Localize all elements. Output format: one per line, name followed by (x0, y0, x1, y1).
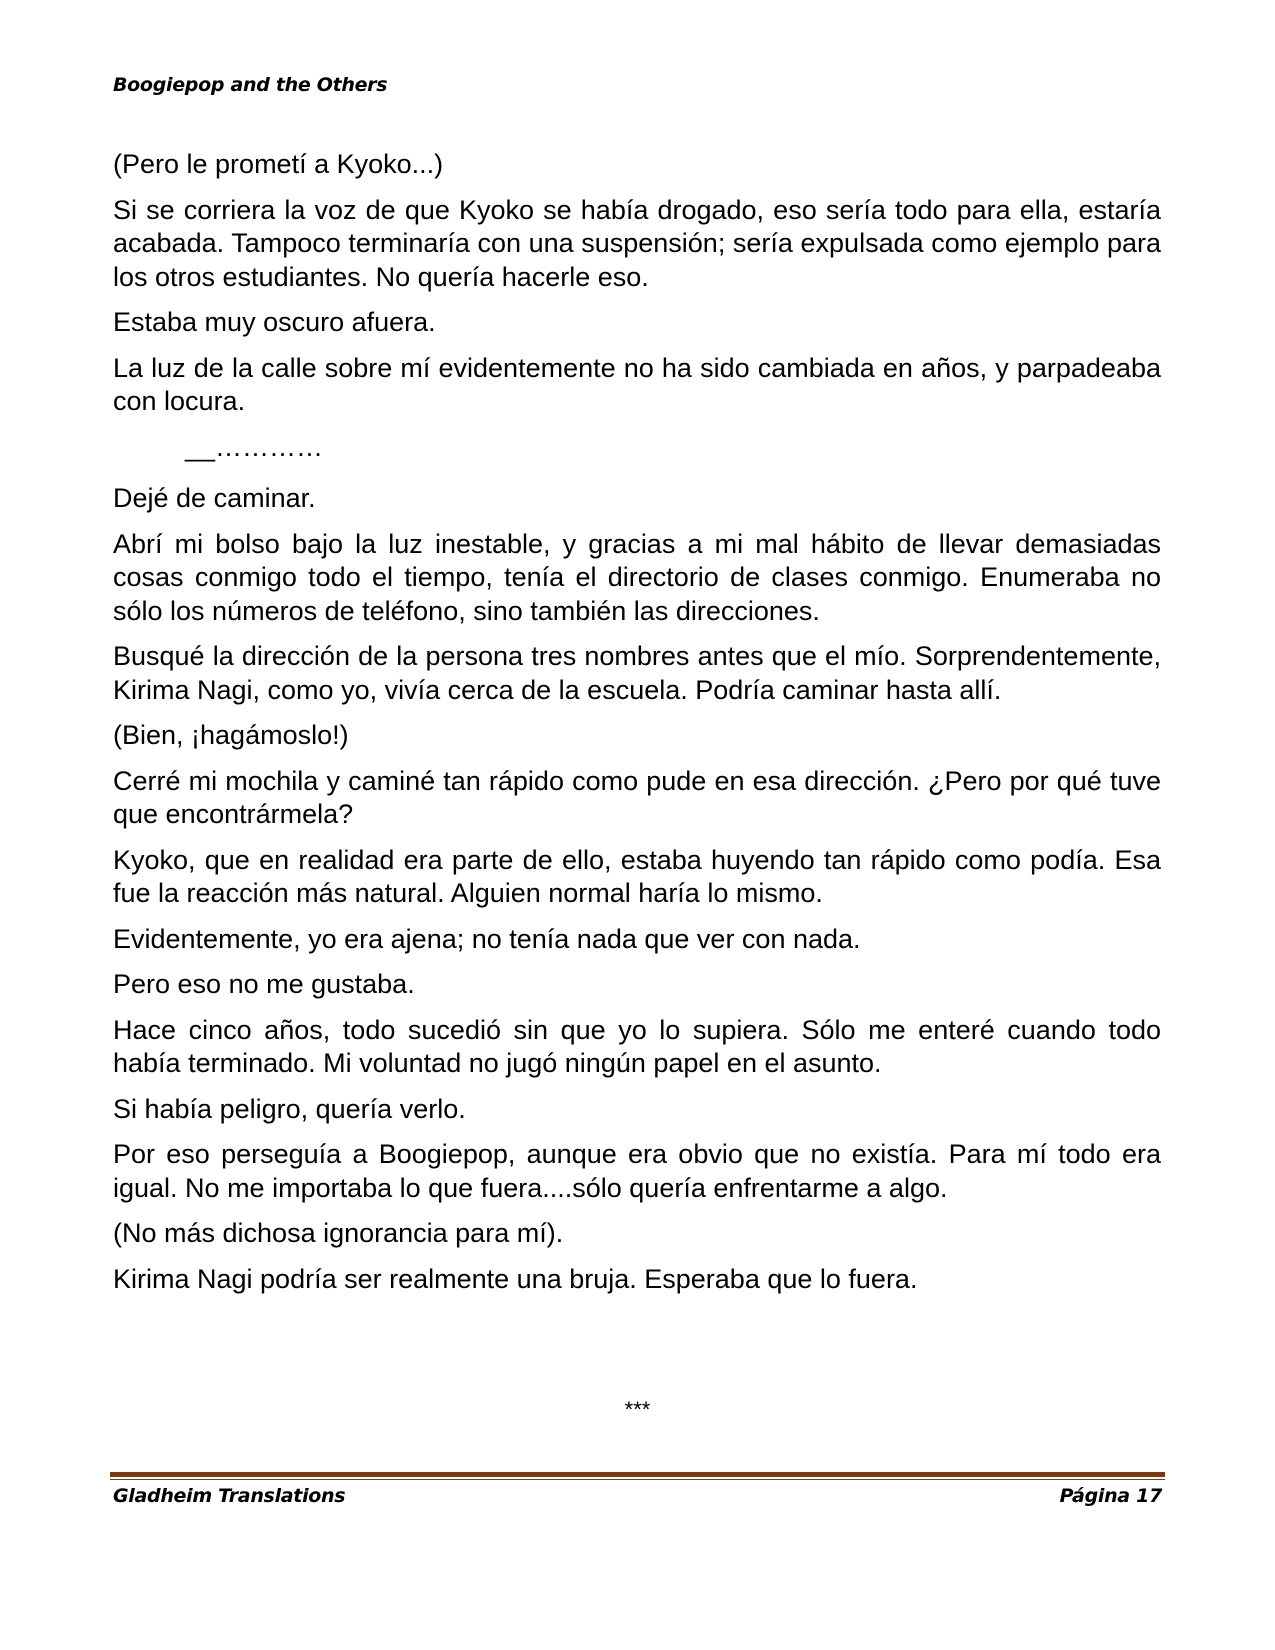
paragraph-13: Pero eso no me gustaba. (113, 969, 415, 999)
paragraph-18: Kirima Nagi podría ser realmente una bruja. Esperaba que lo fuera. (113, 1263, 918, 1294)
footer-rule-thin (110, 1479, 1165, 1480)
body-text (113, 148, 1161, 1308)
footer-rule (110, 1472, 1165, 1481)
section-break: *** (624, 1397, 651, 1422)
paragraph-6: Dejé de caminar. (113, 483, 316, 513)
footer-rule-thick (110, 1472, 1165, 1477)
footer-translator: Gladheim Translations (113, 1485, 346, 1507)
paragraph-4: La luz de la calle sobre mí evidentemente no ha sido cambiada en años, y parpadeaba con locura. (113, 352, 1161, 416)
paragraph-16: Por eso perseguía a Boogiepop, aunque era obvio que no existía. Para mí todo era igual. No me importaba lo que fuera....sólo quería enfrentarme a algo. (113, 1139, 1161, 1203)
paragraph-15: Si había peligro, quería verlo. (113, 1093, 466, 1124)
paragraph-9: (Bien, ¡hagámoslo!) (113, 720, 349, 750)
paragraph-3: Estaba muy oscuro afuera. (113, 307, 436, 337)
ellipsis-line: __………… (185, 431, 324, 462)
paragraph-10: Cerré mi mochila y caminé tan rápido como pude en esa dirección. ¿Pero por qué tuve que encontrármela? (113, 765, 1161, 829)
footer-page-number: Página 17 (1059, 1485, 1162, 1507)
paragraph-11: Kyoko, que en realidad era parte de ello, estaba huyendo tan rápido como podía. Esa fue la reacción más natural. Alguien normal haría lo mismo. (113, 844, 1161, 908)
paragraph-1: (Pero le prometí a Kyoko...) (113, 149, 444, 179)
paragraph-7: Abrí mi bolso bajo la luz inestable, y gracias a mi mal hábito de llevar demasiadas cosas conmigo todo el tiempo, tenía el directorio de clases conmigo. Enumeraba no sólo los números de teléfono, sino también las direcciones. (113, 528, 1161, 626)
paragraph-17: (No más dichosa ignorancia para mí). (113, 1218, 564, 1248)
paragraph-2: Si se corriera la voz de que Kyoko se había drogado, eso sería todo para ella, estaría acabada. Tampoco terminaría con una suspensión; sería expulsada como ejemplo para los otros estudiantes. No quería hacerle eso. (113, 194, 1161, 292)
paragraph-14: Hace cinco años, todo sucedió sin que yo lo supiera. Sólo me enteré cuando todo había terminado. Mi voluntad no jugó ningún papel en el asunto. (113, 1014, 1161, 1078)
running-header-title: Boogiepop and the Others (113, 74, 388, 96)
paragraph-8: Busqué la dirección de la persona tres nombres antes que el mío. Sorprendentemente, Kirima Nagi, como yo, vivía cerca de la escuela. Podría caminar hasta allí. (113, 641, 1161, 705)
paragraph-12: Evidentemente, yo era ajena; no tenía nada que ver con nada. (113, 923, 861, 954)
